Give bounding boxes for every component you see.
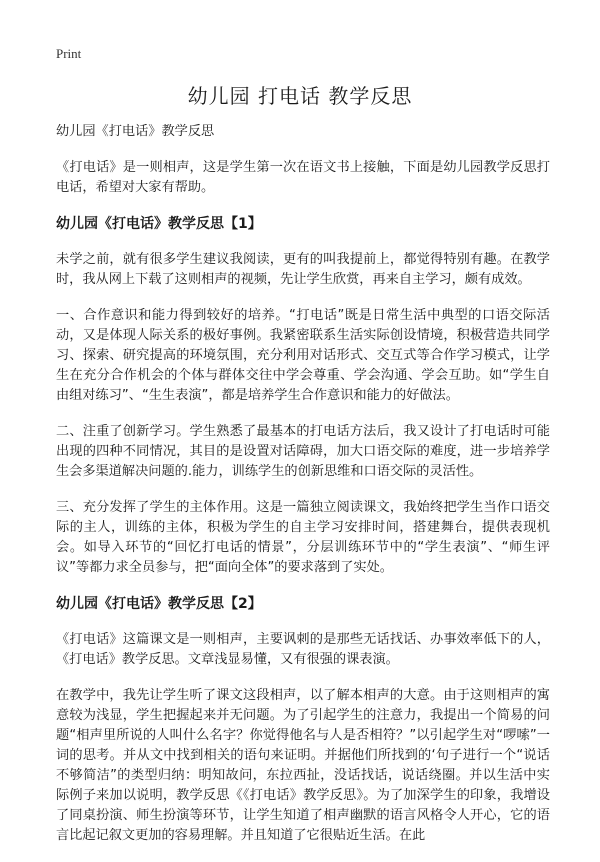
section-heading: 幼儿园《打电话》教学反思【1】 bbox=[56, 216, 262, 232]
print-link[interactable]: Print bbox=[56, 46, 82, 61]
body-paragraph: 《打电话》这篇课文是一则相声，主要讽刺的是那些无话找话、办事效率低下的人，《打电话》教学反思。文章浅显易懂，又有很强的课表演。 bbox=[56, 632, 550, 667]
body-paragraph: 二、注重了创新学习。学生熟悉了最基本的打电话方法后，我又设计了打电话时可能出现的四种不同情况，其目的是设置对话障碍，加大口语交际的难度，进一步培养学生会多渠道解决问题的.能力，训练学生的创新思维和口语交际的灵活性。 bbox=[56, 424, 550, 479]
section-heading: 幼儿园《打电话》教学反思【2】 bbox=[56, 596, 262, 612]
intro-paragraph: 《打电话》是一则相声，这是学生第一次在语文书上接触，下面是幼儿园教学反思打电话，希望对大家有帮助。 bbox=[56, 160, 550, 195]
body-paragraph: 未学之前，就有很多学生建议我阅读，更有的叫我提前上，都觉得特别有趣。在教学时，我从网上下载了这则相声的视频，先让学生欣赏，再来自主学习，颇有成效。 bbox=[56, 252, 550, 287]
body-paragraph: 一、合作意识和能力得到较好的培养。“打电话”既是日常生活中典型的口语交际活动，又是体现人际关系的极好事例。我紧密联系生活实际创设情境，积极营造共同学习、探索、研究提高的环境氛围，充分利用对话形式、交互式等合作学习模式，让学生在充分合作机会的个体与群体交往中学会尊重、学会沟通、学会互助。如“学生自由组对练习”、“生生表演”，都是培养学生合作意识和能力的好做法。 bbox=[56, 308, 550, 403]
document-body bbox=[56, 122, 550, 862]
body-paragraph: 三、充分发挥了学生的主体作用。这是一篇独立阅读课文，我始终把学生当作口语交际的主人，训练的主体，积极为学生的自主学习安排时间，搭建舞台，提供表现机会。如导入环节的“回忆打电话的情景”，分层训练环节中的“学生表演”、“师生评议”等都力求全员参与，把“面向全体”的要求落到了实处。 bbox=[56, 500, 550, 575]
body-paragraph: 在教学中，我先让学生听了课文这段相声，以了解本相声的大意。由于这则相声的寓意较为浅显，学生把握起来并无问题。为了引起学生的注意力，我提出一个简易的问题“相声里所说的人叫什么名字？你觉得他名与人是否相符？”以引起学生对“啰嗦”一词的思考。并从文中找到相关的语句来证明。并据他们所找到的‘句子进行一个“说话不够简洁”的类型归纳：明知故问，东拉西扯，没话找话，说话绕圈。并以生活中实际例子来加以说明，教学反思《《打电话》教学反思》。为了加深学生的印象，我增设了同桌扮演、师生扮演等环节，让学生知道了相声幽默的语言风格令人开心，它的语言比起记叙文更加的容易理解。并且知道了它很贴近生活。在此 bbox=[56, 688, 550, 843]
document-subtitle: 幼儿园《打电话》教学反思 bbox=[56, 124, 215, 139]
document-title: 幼儿园 打电话 教学反思 bbox=[187, 84, 413, 108]
